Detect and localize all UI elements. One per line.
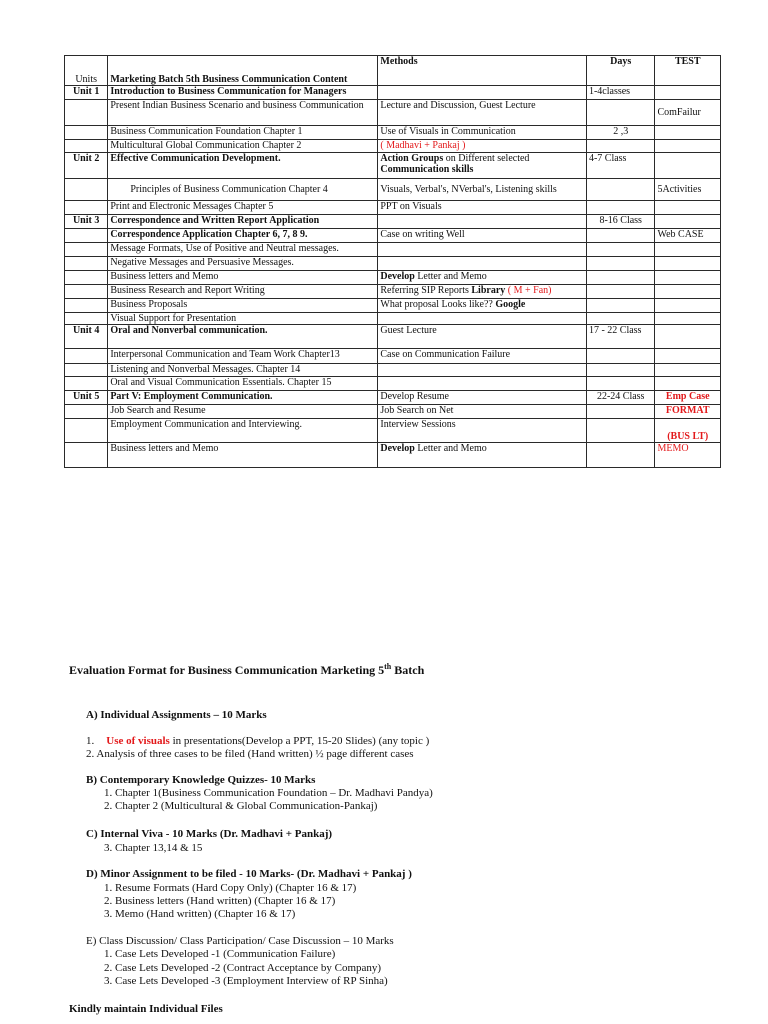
days-cell: 22-24 Class xyxy=(586,391,655,405)
evaluation-title-text: Evaluation Format for Business Communication Marketing 5 xyxy=(69,663,385,677)
section-d-title: D) Minor Assignment to be filed - 10 Marks- (Dr. Madhavi + Pankaj ) xyxy=(86,868,412,880)
methods-cell: Lecture and Discussion, Guest Lecture xyxy=(378,100,587,126)
methods-cell: Case on writing Well xyxy=(378,229,587,243)
days-cell: 1-4classes xyxy=(586,86,655,100)
content-cell: Present Indian Business Scenario and business Communication xyxy=(108,100,378,126)
content-cell: Business letters and Memo xyxy=(108,443,378,468)
content-cell: Negative Messages and Persuasive Messages. xyxy=(108,257,378,271)
section-c-item-3: 3. Chapter 13,14 & 15 xyxy=(104,842,203,854)
methods-bold: Develop xyxy=(380,443,415,454)
content-cell: Correspondence and Written Report Application xyxy=(108,215,378,229)
content-cell: Print and Electronic Messages Chapter 5 xyxy=(108,201,378,215)
methods-pre: What proposal Looks like?? xyxy=(380,299,496,310)
methods-rest: Letter and Memo xyxy=(414,271,487,282)
header-content: Marketing Batch 5th Business Communication Content xyxy=(108,56,378,86)
item-number: 1. xyxy=(86,735,95,747)
section-b-item-2: 2. Chapter 2 (Multicultural & Global Communication-Pankaj) xyxy=(104,800,378,812)
days-cell: 2 ,3 xyxy=(586,126,655,140)
content-cell: Oral and Visual Communication Essentials. Chapter 15 xyxy=(108,377,378,391)
section-c-title: C) Internal Viva - 10 Marks (Dr. Madhavi + Pankaj) xyxy=(86,828,333,840)
methods-red: ( M + Fan) xyxy=(505,285,552,296)
content-cell: Effective Communication Development. xyxy=(108,153,378,179)
content-cell: Visual Support for Presentation xyxy=(108,313,378,325)
unit-cell: Unit 5 xyxy=(65,391,108,405)
methods-cell: Job Search on Net xyxy=(378,405,587,419)
methods-cell: Guest Lecture xyxy=(378,325,587,349)
content-cell: Business Communication Foundation Chapter 1 xyxy=(108,126,378,140)
section-a-title: A) Individual Assignments – 10 Marks xyxy=(86,709,267,721)
section-a-item-2: 2. Analysis of three cases to be filed (Hand written) ½ page different cases xyxy=(86,748,414,760)
methods-cell: Use of Visuals in Communication xyxy=(378,126,587,140)
methods-line2: Communication skills xyxy=(380,164,474,175)
methods-cell: Interview Sessions xyxy=(378,419,587,443)
content-cell: Employment Communication and Interviewing. xyxy=(108,419,378,443)
test-cell: 5Activities xyxy=(655,179,721,201)
content-cell: Listening and Nonverbal Messages. Chapter 14 xyxy=(108,364,378,377)
unit-cell: Unit 2 xyxy=(65,153,108,179)
content-cell: Job Search and Resume xyxy=(108,405,378,419)
methods-bold: Google xyxy=(495,299,526,310)
methods-cell: ( Madhavi + Pankaj ) xyxy=(378,140,587,153)
content-cell: Oral and Nonverbal communication. xyxy=(108,325,378,349)
section-e-title: E) Class Discussion/ Class Participation/ Case Discussion – 10 Marks xyxy=(86,935,394,947)
methods-rest: on Different selected xyxy=(443,153,530,164)
header-methods: Methods xyxy=(378,56,587,86)
evaluation-title xyxy=(69,664,424,677)
content-cell: Correspondence Application Chapter 6, 7, 8 9. xyxy=(108,229,378,243)
section-b-title: B) Contemporary Knowledge Quizzes- 10 Marks xyxy=(86,774,316,786)
days-cell: 8-16 Class xyxy=(586,215,655,229)
test-cell: (BUS LT) xyxy=(655,419,721,443)
test-cell: MEMO xyxy=(655,443,721,468)
unit-cell: Unit 4 xyxy=(65,325,108,349)
days-cell: 17 - 22 Class xyxy=(586,325,655,349)
methods-pre: Referring SIP Reports xyxy=(380,285,472,296)
content-cell: Business letters and Memo xyxy=(108,271,378,285)
header-units: Units xyxy=(65,56,108,86)
unit-cell: Unit 1 xyxy=(65,86,108,100)
section-d-item-2: 2. Business letters (Hand written) (Chapter 16 & 17) xyxy=(104,895,336,907)
content-cell: Business Research and Report Writing xyxy=(108,285,378,299)
methods-cell: Visuals, Verbal's, NVerbal's, Listening skills xyxy=(378,179,587,201)
content-cell: Message Formats, Use of Positive and Neutral messages. xyxy=(108,243,378,257)
test-cell: Emp Case xyxy=(655,391,721,405)
methods-rest: Letter and Memo xyxy=(414,443,487,454)
methods-bold: Action Groups xyxy=(380,153,444,164)
section-e-item-2: 2. Case Lets Developed -2 (Contract Acceptance by Company) xyxy=(104,962,382,974)
content-cell: Principles of Business Communication Chapter 4 xyxy=(108,179,378,201)
header-days: Days xyxy=(586,56,655,86)
content-cell: Part V: Employment Communication. xyxy=(108,391,378,405)
days-cell: 4-7 Class xyxy=(586,153,655,179)
section-b-item-1: 1. Chapter 1(Business Communication Foundation – Dr. Madhavi Pandya) xyxy=(104,787,433,799)
content-cell: Introduction to Business Communication for Managers xyxy=(108,86,378,100)
kindly-maintain-note: Kindly maintain Individual Files xyxy=(69,1003,223,1015)
section-e-item-1: 1. Case Lets Developed -1 (Communication Failure) xyxy=(104,948,336,960)
section-d-item-1: 1. Resume Formats (Hard Copy Only) (Chapter 16 & 17) xyxy=(104,882,357,894)
item-text: in presentations(Develop a PPT, 15-20 Slides) (any topic ) xyxy=(169,735,430,747)
section-a-item-1 xyxy=(86,735,429,748)
content-cell: Multicultural Global Communication Chapter 2 xyxy=(108,140,378,153)
methods-cell: Case on Communication Failure xyxy=(378,349,587,364)
section-e-item-3: 3. Case Lets Developed -3 (Employment Interview of RP Sinha) xyxy=(104,975,388,987)
methods-bold: Library xyxy=(471,285,506,296)
use-of-visuals-highlight: Use of visuals xyxy=(106,735,170,747)
test-cell: Web CASE xyxy=(655,229,721,243)
test-cell: FORMAT xyxy=(655,405,721,419)
evaluation-title-sup: th xyxy=(384,662,392,671)
content-cell: Interpersonal Communication and Team Work Chapter13 xyxy=(108,349,378,364)
test-cell: ComFailur xyxy=(655,100,721,126)
evaluation-title-end: Batch xyxy=(391,663,425,677)
unit-cell: Unit 3 xyxy=(65,215,108,229)
section-d-item-3: 3. Memo (Hand written) (Chapter 16 & 17) xyxy=(104,908,296,920)
header-test: TEST xyxy=(655,56,721,86)
methods-cell: Develop Resume xyxy=(378,391,587,405)
methods-bold: Develop xyxy=(380,271,415,282)
methods-cell: PPT on Visuals xyxy=(378,201,587,215)
content-cell: Business Proposals xyxy=(108,299,378,313)
